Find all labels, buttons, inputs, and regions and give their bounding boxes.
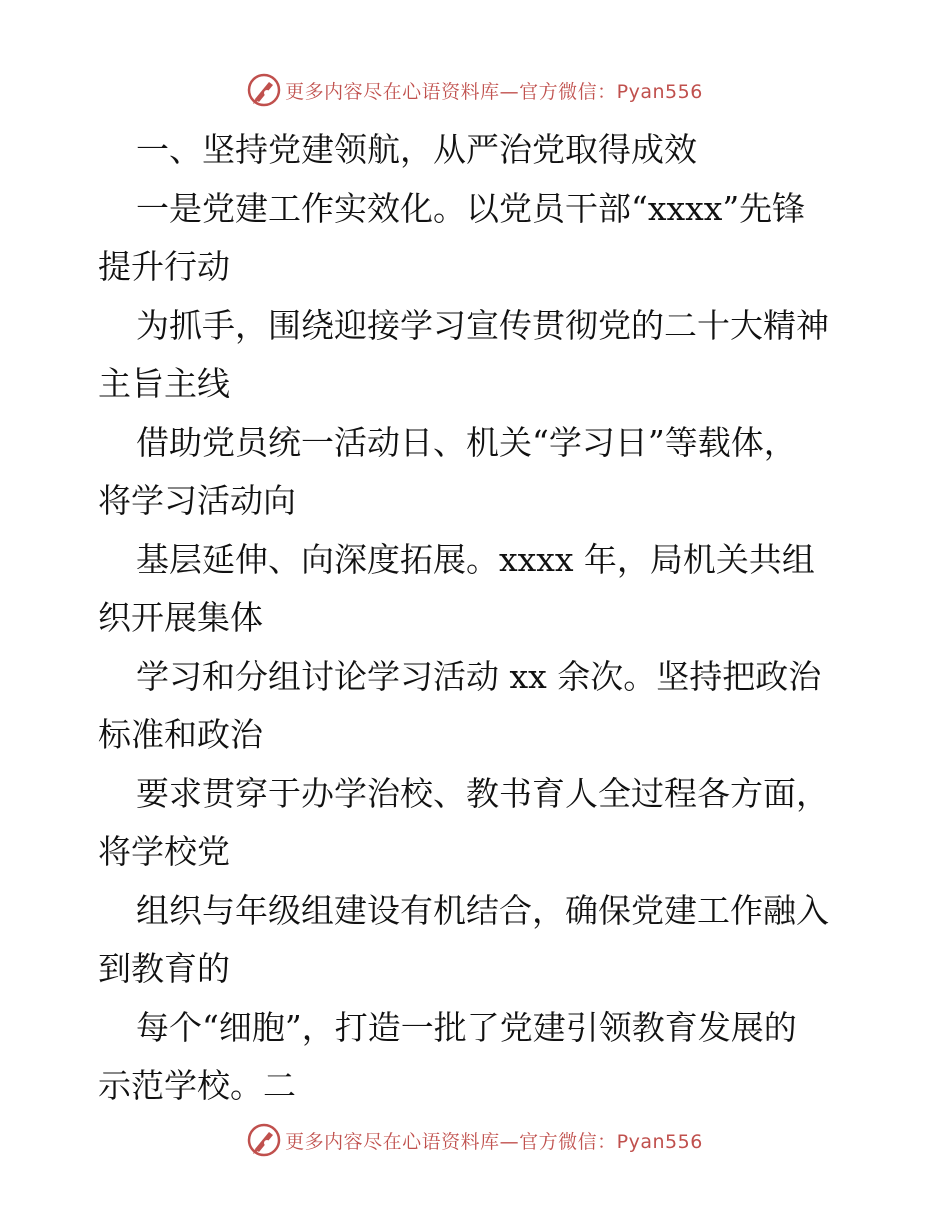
- watermark-text: 更多内容尽在心语资料库—官方微信：Pyan556: [285, 1130, 703, 1153]
- text-line: 为抓手，围绕迎接学习宣传贯彻党的二十大精神: [136, 305, 829, 345]
- text-line: 将学习活动向: [98, 481, 296, 520]
- text-line: 将学校党: [98, 832, 230, 871]
- watermark-text: 更多内容尽在心语资料库—官方微信：Pyan556: [285, 80, 703, 103]
- text-line: 学习和分组讨论学习活动 xx 余次。坚持把政治: [136, 656, 822, 696]
- pen-logo-icon: [247, 1123, 281, 1157]
- text-line: 织开展集体: [98, 598, 263, 637]
- document-body: [98, 121, 858, 1116]
- text-line: 基层延伸、向深度拓展。xxxx 年，局机关共组: [136, 539, 815, 579]
- text-line: 一是党建工作实效化。以党员干部“xxxx”先锋: [136, 188, 806, 228]
- header-watermark: [0, 70, 950, 110]
- text-line: 提升行动: [98, 247, 230, 286]
- text-line: 示范学校。二: [98, 1066, 296, 1105]
- text-line: 标准和政治: [98, 715, 263, 754]
- text-line: 要求贯穿于办学治校、教书育人全过程各方面，: [136, 773, 829, 813]
- text-line: 借助党员统一活动日、机关“学习日”等载体，: [136, 422, 797, 462]
- pen-logo-icon: [247, 73, 281, 107]
- footer-watermark: [0, 1120, 950, 1160]
- text-line: 组织与年级组建设有机结合，确保党建工作融入: [136, 890, 829, 930]
- text-line: 一、坚持党建领航，从严治党取得成效: [136, 130, 697, 169]
- text-line: 主旨主线: [98, 364, 230, 403]
- text-line: 到教育的: [98, 949, 230, 988]
- text-line: 每个“细胞”，打造一批了党建引领教育发展的: [136, 1007, 797, 1047]
